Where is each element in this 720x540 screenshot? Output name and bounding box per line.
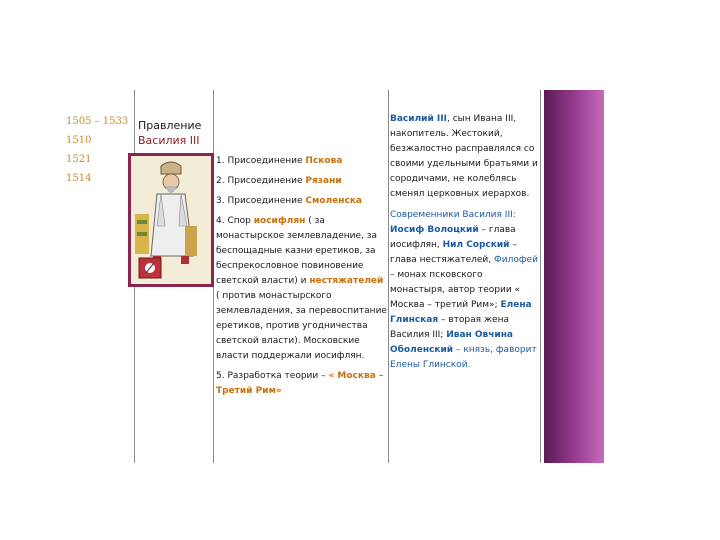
- event-text: Присоединение: [227, 196, 306, 206]
- purple-side-bar: [544, 90, 604, 463]
- event-number: 4.: [216, 216, 225, 226]
- person-name: Филофей: [493, 255, 538, 265]
- person-desc: – монах псковского монастыря, автор теории « Москва – третий Рим»;: [390, 270, 521, 310]
- person-name: Иосиф Волоцкий: [390, 225, 479, 235]
- column-divider: [388, 90, 389, 463]
- event-item: [216, 154, 388, 169]
- event-highlight: Рязани: [305, 176, 342, 186]
- person-desc: – князь, фаворит Елены Глинской.: [390, 345, 537, 370]
- ruler-desc-text: , сын Ивана III, накопитель. Жестокий, безжалостно расправлялся со своими удельными братьями и сородичами, не колеблясь сменял церковных иерархов.: [390, 114, 538, 199]
- event-number: 1.: [216, 156, 225, 166]
- event-highlight: Смоленска: [305, 196, 362, 206]
- year: 1514: [66, 173, 92, 184]
- person-desc: – вторая жена Василия III;: [390, 315, 509, 340]
- event-item: [216, 369, 388, 399]
- event-item: [216, 174, 388, 189]
- event-text: ( за монастырское землевладение, за беспощадные казни еретиков, за беспрекословное повиновение светской власти) и: [216, 216, 378, 286]
- years-column: [66, 114, 134, 190]
- reign-title: Правление: [138, 119, 202, 132]
- event-highlight: Пскова: [305, 156, 343, 166]
- event-highlight: иосифлян: [253, 216, 306, 226]
- event-text: Присоединение: [227, 156, 306, 166]
- column-divider: [540, 90, 541, 463]
- year-range: 1505 – 1533: [66, 116, 129, 127]
- contemporaries: [390, 208, 540, 373]
- reign-ruler-name: Василия III: [138, 134, 200, 147]
- events-column: [216, 154, 388, 404]
- person-desc: – глава иосифлян,: [390, 225, 516, 250]
- event-text: Присоединение: [227, 176, 306, 186]
- event-number: 3.: [216, 196, 225, 206]
- event-number: 5.: [216, 371, 225, 381]
- vasily-iii-portrait-image: [128, 153, 214, 287]
- portrait-illustration: [131, 156, 211, 284]
- person-name: Иван Овчина Оболенский: [390, 330, 514, 355]
- event-text: Разработка теории –: [227, 371, 329, 381]
- year: 1521: [66, 154, 92, 165]
- event-item: [216, 214, 388, 364]
- year: 1510: [66, 135, 92, 146]
- ruler-name: Василий III: [390, 114, 447, 124]
- contemporaries-label: Современники Василия III:: [390, 210, 516, 220]
- event-number: 2.: [216, 176, 225, 186]
- event-highlight: « Москва – Третий Рим»: [216, 371, 384, 396]
- history-table: [66, 90, 540, 463]
- event-highlight: нестяжателей: [309, 276, 384, 286]
- person-name: Елена Глинская: [390, 300, 532, 325]
- event-item: [216, 194, 388, 209]
- ruler-description: [390, 112, 540, 202]
- person-name: Нил Сорский: [442, 240, 510, 250]
- event-text: ( против монастырского землевладения, за перевоспитание еретиков, против угодничества светской власти). Московские власти поддержали иосифлян.: [216, 291, 387, 361]
- person-desc: – глава нестяжателей,: [390, 240, 517, 265]
- reign-heading: [138, 118, 214, 148]
- event-text: Спор: [227, 216, 254, 226]
- biography-column: [390, 112, 540, 379]
